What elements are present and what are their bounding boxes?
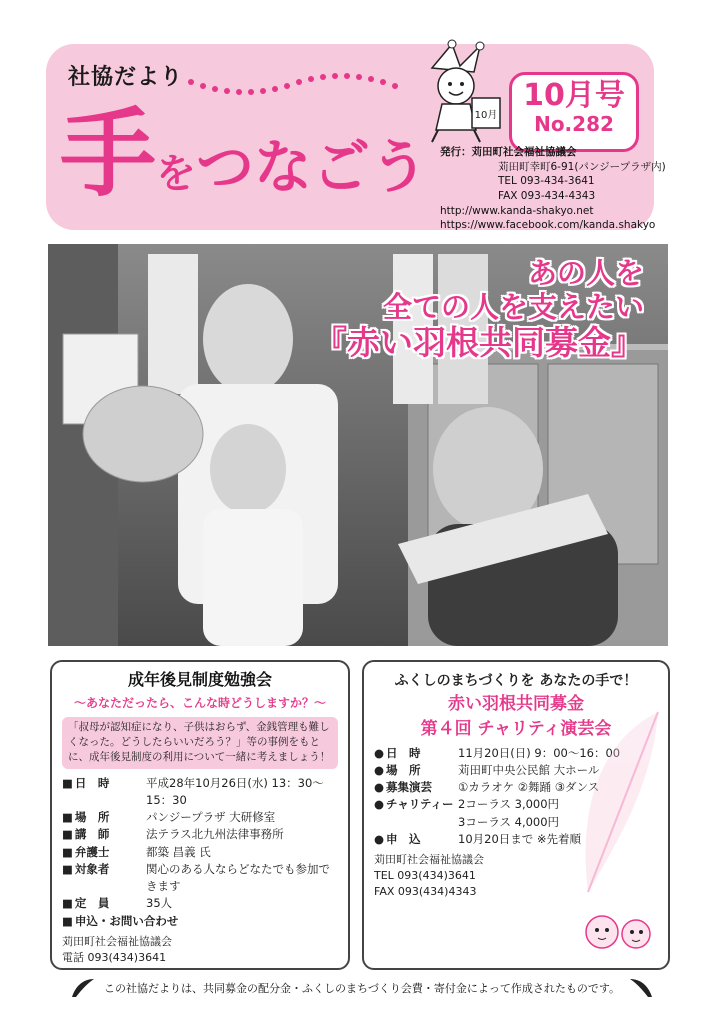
seminar-row-key: ■ 日 時 xyxy=(62,775,146,810)
newsletter-small-title: 社協だより xyxy=(68,65,184,90)
charity-box xyxy=(362,660,670,970)
seminar-title: 成年後見制度勉強会 xyxy=(127,670,272,689)
seminar-row xyxy=(62,826,338,843)
headline-line-3: 『赤い羽根共同募金』 xyxy=(314,323,644,363)
red-feather-icon xyxy=(558,702,670,902)
title-char-wo: を xyxy=(156,151,196,197)
charity-row-key: ● 申 込 xyxy=(374,831,458,848)
seminar-row-key: ■ 申込・お問い合わせ xyxy=(62,913,178,930)
charity-row-key: ● 募集演芸 xyxy=(374,779,458,796)
charity-contact-fax: FAX 093(434)4343 xyxy=(374,884,477,898)
seminar-row-value: 平成28年10月26日(水) 13：30～15：30 xyxy=(146,775,324,807)
dot-trail-icon xyxy=(186,54,416,104)
charity-contact-org: 苅田町社会福祉協議会 xyxy=(374,853,484,866)
footer-note xyxy=(36,976,688,1000)
quill-icon xyxy=(628,977,654,999)
charity-row-value: 10月20日まで ※先着順 xyxy=(458,831,582,846)
headline-line-1: あの人を xyxy=(527,256,644,290)
publisher-facebook[interactable]: https://www.facebook.com/kanda.shakyo xyxy=(440,219,656,232)
charity-title-2: 第４回 チャリティ演芸会 xyxy=(420,719,612,740)
seminar-contact-org: 苅田町社会福祉協議会 xyxy=(62,934,172,948)
charity-row-value: 11月20日(日) 9：00～16：00 xyxy=(458,745,621,760)
charity-lead: ふくしのまちづくりを あなたの手で！ xyxy=(394,673,638,689)
issue-month: 10月号 xyxy=(523,78,625,113)
publisher-url[interactable]: http://www.kanda-shakyo.net xyxy=(440,204,594,217)
charity-row-key: ● チャリティー xyxy=(374,796,458,813)
seminar-row xyxy=(62,844,338,861)
title-char-te: 手 xyxy=(60,98,156,210)
charity-contact-tel: TEL 093(434)3641 xyxy=(374,868,476,882)
seminar-quote: 「叔母が認知症になり、子供はおらず、金銭管理も難しくなった。どうしたらいいだろう？」等の事例をもとに、成年後見制度の利用について一緒に考えましょう！ xyxy=(62,717,338,769)
seminar-row xyxy=(62,895,338,912)
seminar-contact-tel: 電話 093(434)3641 xyxy=(62,950,167,964)
seminar-subtitle: ～あなただったら、こんな時どうしますか？～ xyxy=(73,696,326,710)
seminar-row-value: 法テラス北九州法律事務所 xyxy=(146,827,284,842)
seminar-row-key: ■ 弁護士 xyxy=(62,844,146,861)
seminar-row-key: ■ 場 所 xyxy=(62,809,146,826)
photo-headline xyxy=(314,256,644,363)
publisher-fax: FAX 093-434-4343 xyxy=(498,190,596,203)
seminar-row-value: 都築 昌義 氏 xyxy=(146,844,211,859)
charity-row-value: 2コーラス 3,000円 xyxy=(458,797,560,812)
publisher-label: 発行： xyxy=(440,146,472,158)
headline-line-2: 全ての人を支えたい xyxy=(382,290,644,325)
jester-mascot-icon xyxy=(402,38,512,148)
seminar-box xyxy=(50,660,350,970)
charity-row-value: 3コーラス 4,000円 xyxy=(458,814,560,829)
title-rest: つなごう xyxy=(196,133,429,201)
seminar-row-value: 関心のある人ならどなたでも参加できます xyxy=(146,861,330,894)
publisher-info xyxy=(440,145,666,233)
seminar-row xyxy=(62,809,338,826)
seminar-row-key: ■ 定 員 xyxy=(62,895,146,912)
newsletter-main-title xyxy=(60,98,429,210)
footer-text: この社協だよりは、共同募金の配分金・ふくしのまちづくり会費・寄付金によって作成されたものです。 xyxy=(103,982,620,995)
seminar-row-key: ■ 講 師 xyxy=(62,826,146,843)
issue-badge xyxy=(509,72,639,152)
seminar-row-value: パンジープラザ 大研修室 xyxy=(146,810,276,825)
seminar-row xyxy=(62,913,338,930)
publisher-tel: TEL 093-434-3641 xyxy=(498,175,595,188)
charity-row-key: ● 場 所 xyxy=(374,762,458,779)
newsletter-header xyxy=(46,44,666,232)
charity-row-value: ①カラオケ ②舞踊 ③ダンス xyxy=(458,780,600,794)
publisher-org: 苅田町社会福祉協議会 xyxy=(471,146,577,158)
seminar-row xyxy=(62,861,338,896)
charity-title-1: 赤い羽根共同募金 xyxy=(448,694,584,714)
seminar-row-key: ■ 対象者 xyxy=(62,861,146,896)
seminar-contact xyxy=(62,934,338,966)
sheep-mascot-icon xyxy=(580,902,660,962)
charity-row-key: ● 日 時 xyxy=(374,745,458,762)
seminar-row xyxy=(62,775,338,810)
quill-icon xyxy=(70,977,96,999)
charity-row-value: 苅田町中央公民館 大ホール xyxy=(458,762,600,777)
issue-number: No.282 xyxy=(534,112,614,136)
cover-photo xyxy=(48,244,668,646)
mascot-calendar-label: 10月 xyxy=(474,110,498,121)
publisher-address: 苅田町幸町6-91(パンジープラザ内) xyxy=(498,160,666,173)
seminar-row-value: 35人 xyxy=(146,896,173,911)
